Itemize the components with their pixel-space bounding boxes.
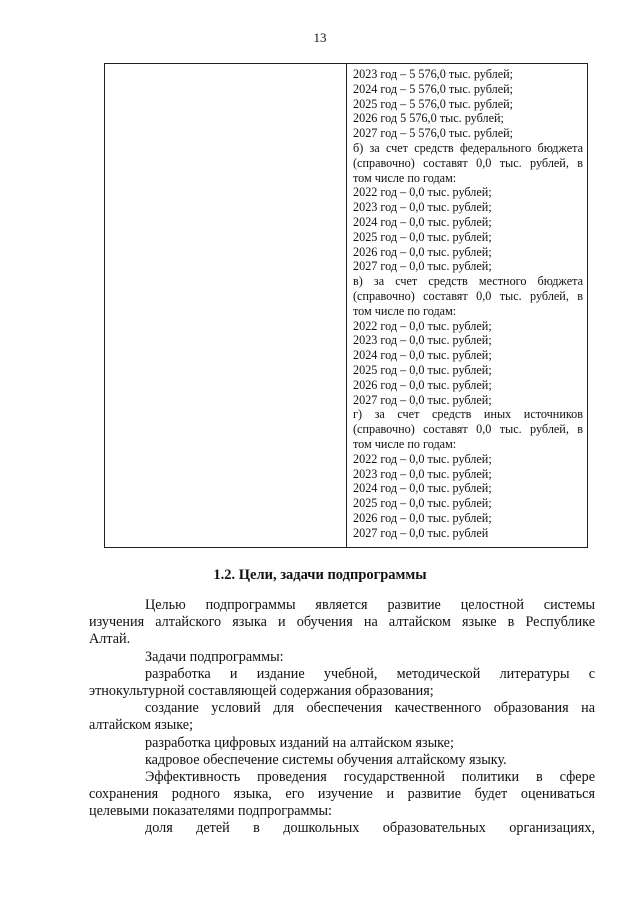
table-line: 2022 год – 0,0 тыс. рублей;	[353, 451, 492, 466]
table-line: 2027 год – 0,0 тыс. рублей	[353, 525, 489, 540]
body-line: создание условий для обеспечения качественного образования на	[145, 700, 595, 717]
table-line: в) за счет средств местного бюджета	[353, 274, 583, 289]
body-line: разработка и издание учебной, методической литературы с	[145, 665, 595, 682]
table-line: 2022 год – 0,0 тыс. рублей;	[353, 318, 492, 333]
body-line: этнокультурной составляющей содержания образования;	[89, 682, 434, 699]
table-line: 2023 год – 0,0 тыс. рублей;	[353, 200, 492, 215]
table-line: 2024 год – 5 576,0 тыс. рублей;	[353, 81, 514, 96]
table-line: 2023 год – 0,0 тыс. рублей;	[353, 333, 492, 348]
table-line: том числе по годам:	[353, 170, 457, 185]
page-number: 13	[313, 30, 327, 45]
table-line: 2025 год – 0,0 тыс. рублей;	[353, 362, 492, 377]
table-line: том числе по годам:	[353, 436, 457, 451]
table-line: г) за счет средств иных источников	[353, 407, 583, 422]
body-line: сохранения родного языка, его изучение и развитие будет оцениваться	[89, 786, 595, 803]
section-body	[89, 597, 595, 838]
table-line: 2025 год – 0,0 тыс. рублей;	[353, 496, 492, 511]
table-line: 2027 год – 0,0 тыс. рублей;	[353, 259, 492, 274]
table-line: 2024 год – 0,0 тыс. рублей;	[353, 348, 492, 363]
table-line: 2026 год – 0,0 тыс. рублей;	[353, 377, 492, 392]
table-line: 2027 год – 0,0 тыс. рублей;	[353, 392, 492, 407]
body-line: изучения алтайского языка и обучения на алтайском языке в Республике	[89, 614, 595, 631]
table-line: 2027 год – 5 576,0 тыс. рублей;	[353, 126, 514, 141]
body-line: разработка цифровых изданий на алтайском языке;	[145, 734, 454, 751]
financing-table	[104, 63, 588, 548]
body-line: целевыми показателями подпрограммы:	[89, 803, 332, 820]
section-heading: 1.2. Цели, задачи подпрограммы	[213, 567, 427, 583]
body-line: алтайском языке;	[89, 717, 194, 734]
table-line: (справочно) составят 0,0 тыс. рублей, в	[353, 288, 583, 303]
table-left-cell	[105, 64, 347, 547]
table-line: 2025 год – 0,0 тыс. рублей;	[353, 229, 492, 244]
table-line: 2026 год – 0,0 тыс. рублей;	[353, 510, 492, 525]
table-line: 2026 год 5 576,0 тыс. рублей;	[353, 111, 504, 126]
body-line: кадровое обеспечение системы обучения алтайскому языку.	[145, 751, 507, 768]
table-line: (справочно) составят 0,0 тыс. рублей, в	[353, 422, 583, 437]
body-line: Задачи подпрограммы:	[145, 648, 284, 665]
table-line: б) за счет средств федерального бюджета	[353, 140, 583, 155]
table-line: 2025 год – 5 576,0 тыс. рублей;	[353, 96, 514, 111]
table-line: том числе по годам:	[353, 303, 457, 318]
table-line: 2022 год – 0,0 тыс. рублей;	[353, 185, 492, 200]
body-line: Целью подпрограммы является развитие целостной системы	[145, 597, 595, 613]
table-right-cell	[347, 64, 587, 547]
table-line: 2024 год – 0,0 тыс. рублей;	[353, 214, 492, 229]
table-line: 2024 год – 0,0 тыс. рублей;	[353, 481, 492, 496]
table-line: 2023 год – 5 576,0 тыс. рублей;	[353, 67, 514, 81]
table-line: (справочно) составят 0,0 тыс. рублей, в	[353, 155, 583, 170]
body-line: доля детей в дошкольных образовательных организациях,	[145, 820, 595, 837]
table-line: 2026 год – 0,0 тыс. рублей;	[353, 244, 492, 259]
table-line: 2023 год – 0,0 тыс. рублей;	[353, 466, 492, 481]
body-line: Эффективность проведения государственной политики в сфере	[145, 768, 595, 785]
body-line: Алтай.	[89, 631, 131, 648]
